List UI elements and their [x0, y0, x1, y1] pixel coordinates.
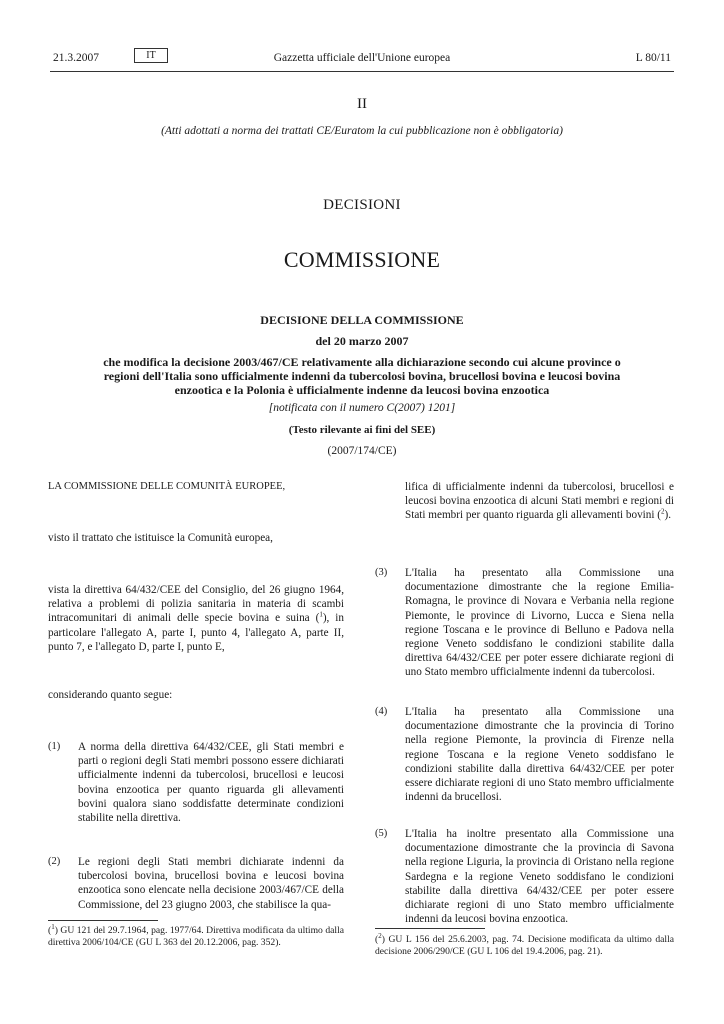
- eea-relevance: (Testo rilevante ai fini del SEE): [288, 424, 436, 436]
- recital-number: (1): [48, 741, 61, 752]
- footnote-text: GU 121 del 29.7.1964, pag. 1977/64. Direttiva modificata da ultimo dalla direttiva 2006/104/CE (GU L 363 del 20.12.2006, pag. 352).: [48, 925, 344, 948]
- considering-heading: considerando quanto segue:: [48, 689, 173, 701]
- recital-text: L'Italia ha presentato alla Commissione una documentazione dimostrante che la regione Emilia-Romagna, le province di Novara e Verbania nella regione Piemonte, le province di Livorno, Lucca e Siena nella regione Toscana e le province di Belluno e Padova nella regione Veneto soddisfano le condizioni stabilite dalla direttiva 64/432/CEE per poter essere dichiarate regioni di uno Stato membro ufficialmente indenni da tubercolosi.: [405, 567, 674, 679]
- header-divider: [50, 71, 674, 72]
- recital-number: (3): [375, 567, 388, 578]
- header-date: 21.3.2007: [53, 52, 99, 64]
- recital-number: (4): [375, 706, 388, 717]
- recital-number: (2): [48, 856, 61, 867]
- footnote-ref-2[interactable]: 2: [661, 507, 665, 516]
- journal-title: Gazzetta ufficiale dell'Unione europea: [273, 52, 451, 64]
- recital-number: (5): [375, 828, 388, 839]
- institution-heading: COMMISSIONE: [283, 247, 441, 272]
- recital-2-continued-text-a: lifica di ufficialmente indenni da tubercolosi, brucellosi e leucosi bovina enzootica di alcuni Stati membri e regioni di Stati membri per quanto riguarda gli allevamenti bovini (: [405, 481, 674, 522]
- citation-directive-text-a: vista la direttiva 64/432/CEE del Consiglio, del 26 giugno 1964, relativa a problemi di polizia sanitaria in materia di scambi intracomunitari di animali delle specie bovina e suina (: [48, 584, 344, 625]
- recital-text: Le regioni degli Stati membri dichiarate indenni da tubercolosi bovina, brucellosi bovina e leucosi bovina enzootica sono elencate nella decisione 2003/467/CE della Commissione, del 23 giugno 2003, che stabilisce la qua-: [78, 856, 344, 911]
- citation-directive: [48, 583, 344, 654]
- footnote-mark: 1: [51, 922, 55, 931]
- footnote-ref-1[interactable]: 1: [319, 610, 323, 619]
- recital-2-continued: [405, 480, 674, 523]
- decision-title: DECISIONE DELLA COMMISSIONE: [260, 313, 464, 327]
- decision-date: del 20 marzo 2007: [315, 334, 409, 348]
- recital-text: L'Italia ha presentato alla Commissione una documentazione dimostrante che la provincia di Torino nella regione Piemonte, la provincia di Firenze nella regione Toscana e la regione Veneto soddisfano le condizioni stabilite dalla direttiva 64/432/CEE per poter essere dichiarate regioni di uno Stato membro ufficialmente indenni da brucellosi.: [405, 706, 674, 804]
- section-heading: DECISIONI: [323, 197, 401, 213]
- citation-treaty: visto il trattato che istituisce la Comunità europea,: [48, 532, 273, 544]
- footnote-text: GU L 156 del 25.6.2003, pag. 74. Decisione modificata da ultimo dalla decisione 2006/290/CE (GU L 106 del 19.4.2006, pag. 21).: [375, 934, 674, 957]
- recital-text: A norma della direttiva 64/432/CEE, gli Stati membri e parti o regioni degli Stati membri possono essere dichiarati ufficialmente indenni da tubercolosi, brucellosi e leucosi bovina enzootica per quanto riguarda gli allevamenti bovini qualora siano soddisfatte determinate condizioni stabilite nella direttiva.: [78, 741, 344, 825]
- notification-number: [notificata con il numero C(2007) 1201]: [268, 402, 456, 414]
- page-number: L 80/11: [635, 52, 671, 64]
- recital-text: L'Italia ha inoltre presentato alla Commissione una documentazione dimostrante che la provincia di Savona nella regione Liguria, la provincia di Oristano nella regione Sardegna e la regione Veneto soddisfano le condizioni stabilite dalla direttiva 64/432/CEE per poter essere dichiarate regioni di uno Stato membro ufficialmente indenni da leucosi bovina enzootica.: [405, 828, 674, 926]
- decision-number: (2007/174/CE): [327, 445, 397, 457]
- part-number: II: [357, 96, 367, 112]
- preamble-intro: LA COMMISSIONE DELLE COMUNITÀ EUROPEE,: [48, 481, 286, 492]
- citation-directive-text-b: ), in particolare l'allegato A, parte I, punto 4, l'allegato A, parte II, punto 7, e l'allegato D, parte I, punto E,: [48, 612, 344, 653]
- part-subtitle: (Atti adottati a norma dei trattati CE/Euratom la cui pubblicazione non è obbligatoria): [161, 125, 563, 137]
- footnote-2: ($^2$) GU L 156 del 25.6.2003, pag. 74. Decisione modificata da ultimo dalla decisione 2006/290/CE (GU L 106 del 19.4.2006, pag. 21).: [375, 931, 674, 957]
- recital-2-continued-text-b: ).: [664, 509, 672, 522]
- footnote-mark: 2: [378, 931, 382, 940]
- decision-subject: che modifica la decisione 2003/467/CE relativamente alla dichiarazione secondo cui alcune province o regioni dell'Italia sono ufficialmente indenni da tubercolosi bovina, brucellosi bovina e leucosi bovina enzootica e la Polonia è ufficialmente indenne da leucosi bovina enzootica: [103, 355, 621, 397]
- footnote-1: ($^1$) GU 121 del 29.7.1964, pag. 1977/64. Direttiva modificata da ultimo dalla direttiva 2006/104/CE (GU L 363 del 20.12.2006, pag. 352).: [48, 922, 344, 948]
- language-badge: IT: [134, 48, 168, 63]
- footnote-divider: [48, 920, 158, 921]
- footnote-divider: [375, 928, 485, 929]
